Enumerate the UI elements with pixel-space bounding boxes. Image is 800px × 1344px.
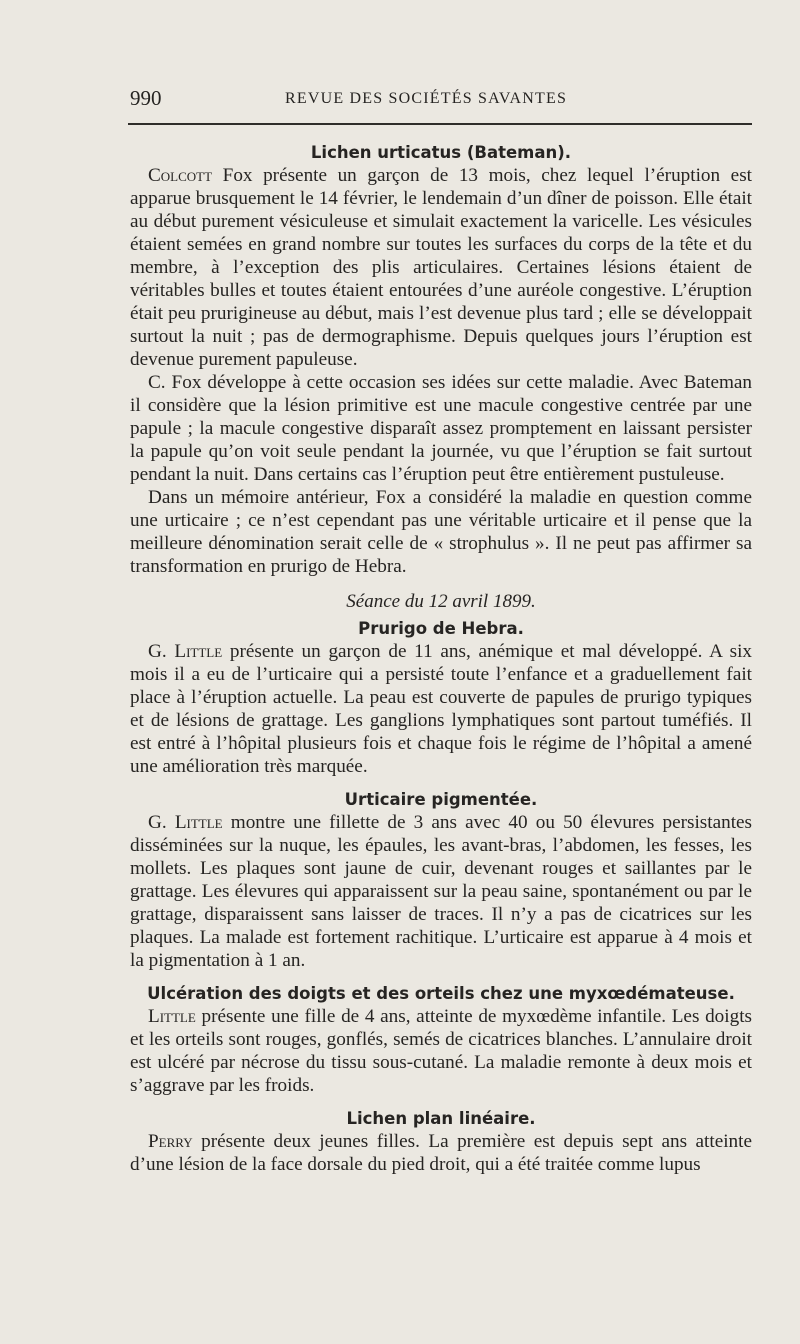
section-title-lichen-urticatus: Lichen urticatus (Bateman). xyxy=(310,143,572,162)
section-title-prurigo: Prurigo de Hebra. xyxy=(358,619,524,638)
session-date: Séance du 12 avril 1899. xyxy=(346,591,536,612)
page-header xyxy=(130,86,752,114)
section-title-ulceration: Ulcération des doigts et des orteils chez une myxœdémateuse. xyxy=(147,984,735,1003)
author-name: Little xyxy=(174,641,223,662)
paragraph-text: présente deux jeunes filles. La première est depuis sept ans atteinte d’une lésion de la face dorsale du pied droit, qui a été traitée comme lupus xyxy=(130,1131,752,1175)
paragraph: C. Fox développe à cette occasion ses idées sur cette maladie. Avec Bateman il considère que la lésion primitive est une macule congestive centrée par une papule ; la macule congestive disparaît assez promptement en laissant persister la papule qu’on voit seule pendant la journée, vu que l’éruption se fait surtout pendant la nuit. Dans certains cas l’éruption peut être entièrement pustuleuse. xyxy=(130,372,752,485)
section-title-urticaire-pigmentee: Urticaire pigmentée. xyxy=(344,790,538,809)
paragraph-text: présente un garçon de 11 ans, anémique et mal développé. A six mois il a eu de l’urticaire qui a persisté toute l’enfance et a graduellement fait place à l’éruption actuelle. La peau est couverte de papules de prurigo typiques et de lésions de grattage. Les ganglions lymphatiques sont partout tuméfiés. Il est entré à l’hôpital plusieurs fois et chaque fois le régime de l’hôpital a amené une amélioration très marquée. xyxy=(130,641,752,777)
paragraph: Dans un mémoire antérieur, Fox a considéré la maladie en question comme une urticaire ; ce n’est cependant pas une véritable urticaire et il pense que la meilleure dénomination serait celle de « strophulus ». Il ne peut pas affirmer sa transformation en prurigo de Hebra. xyxy=(130,487,752,577)
paragraph-prefix: G. xyxy=(148,812,175,833)
author-name: Little xyxy=(148,1006,196,1027)
section-title-lichen-plan: Lichen plan linéaire. xyxy=(346,1109,536,1128)
paragraph xyxy=(130,640,752,778)
author-name: Colcott xyxy=(148,165,213,186)
article-body xyxy=(130,141,752,1176)
running-title: REVUE DES SOCIÉTÉS SAVANTES xyxy=(285,90,568,107)
paragraph-text: présente une fille de 4 ans, atteinte de myxœdème infantile. Les doigts et les orteils sont rouges, gonflés, semés de cicatrices blanches. L’annulaire droit est ulcéré par nécrose du tissu sous-cutané. La maladie remonte à deux mois et s’aggrave par les froids. xyxy=(130,1006,752,1096)
page-number: 990 xyxy=(130,86,162,110)
paragraph xyxy=(130,164,752,371)
author-name: Perry xyxy=(148,1131,193,1152)
paragraph xyxy=(130,1005,752,1097)
paragraph xyxy=(130,1130,752,1176)
header-rule xyxy=(128,123,752,125)
paragraph xyxy=(130,811,752,972)
paragraph-text: Fox présente un garçon de 13 mois, chez lequel l’éruption est apparue brusquement le 14 février, le lendemain d’un dîner de poisson. Elle était au début purement vésiculeuse et simulait exactement la varicelle. Les vésicules étaient semées en grand nombre sur toutes les surfaces du corps de la tête et du membre, à l’exception des plis articulaires. Certaines lésions étaient de véritables bulles et toutes étaient entourées d’une auréole congestive. L’éruption était peu prurigineuse au début, mais l’est devenue plus tard ; elle se développait surtout la nuit ; pas de dermographisme. Depuis quelques jours l’éruption est devenue purement papuleuse. xyxy=(130,165,752,370)
author-name: Little xyxy=(174,812,223,833)
paragraph-text: montre une fillette de 3 ans avec 40 ou 50 élevures persistantes disséminées sur la nuque, les épaules, les avant-bras, l’abdomen, les fesses, les mollets. Les plaques sont jaune de cuir, devenant rouges et saillantes par le grattage. Les élevures qui apparaissent sur la peau saine, spontanément ou par le grattage, disparaissent sans laisser de traces. Il n’y a pas de cicatrices sur les plaques. La malade est fortement rachitique. L’urticaire est apparue à 4 mois et la pigmentation à 1 an. xyxy=(130,812,753,971)
paragraph-prefix: G. xyxy=(148,641,175,662)
